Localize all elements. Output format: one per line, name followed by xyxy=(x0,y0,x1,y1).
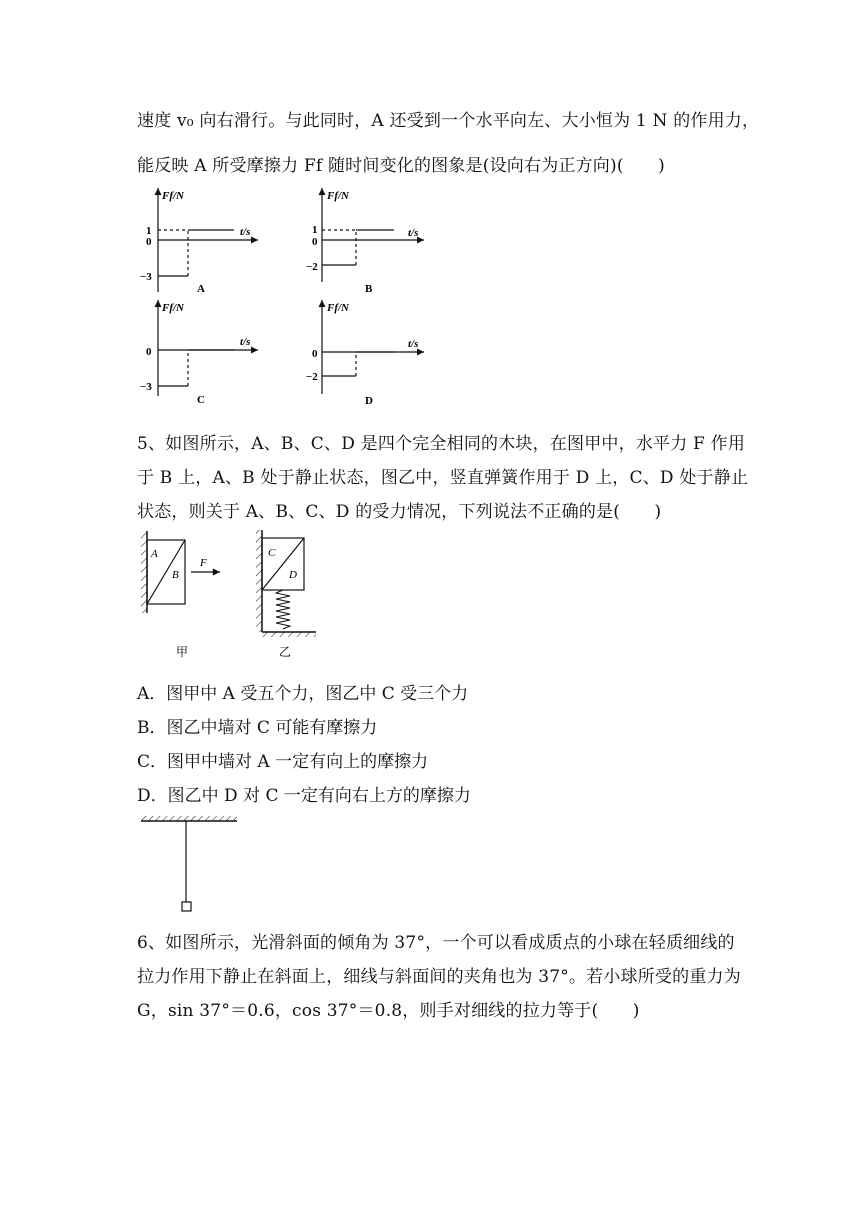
fig-yi-label-d: D xyxy=(289,569,297,581)
q6-text-line3: G，sin 37°＝0.6，cos 37°＝0.8，则手对细线的拉力等于( ) xyxy=(137,1001,640,1021)
graph-d-tick-0: 0 xyxy=(312,348,318,360)
q4-text-line2: 能反映 A 所受摩擦力 Ff 随时间变化的图象是(设向右为正方向)( ) xyxy=(137,156,665,176)
graph-d-xlabel: t/s xyxy=(408,338,419,350)
graph-a-letter: A xyxy=(197,283,205,295)
q5-option-b: B．图乙中墙对 C 可能有摩擦力 xyxy=(137,718,378,738)
graph-a xyxy=(158,188,258,292)
graph-d-ylabel: Ff/N xyxy=(327,302,349,314)
q5-text-line2: 于 B 上，A、B 处于静止状态，图乙中，竖直弹簧作用于 D 上，C、D 处于静止 xyxy=(137,468,749,488)
graph-b-tick-0: 0 xyxy=(312,236,318,248)
figure-yi xyxy=(256,530,316,637)
q4-text-line1: 速度 v₀ 向右滑行。与此同时，A 还受到一个水平向左、大小恒为 1 N 的作用力， xyxy=(137,111,760,131)
graph-a-tick-1: 1 xyxy=(146,225,152,237)
fig-yi-caption: 乙 xyxy=(279,645,292,659)
graph-c-ylabel: Ff/N xyxy=(162,302,184,314)
graph-c-tick-0: 0 xyxy=(146,346,152,358)
graph-c-tick-min: −3 xyxy=(140,381,152,393)
hanging-string-figure xyxy=(0,812,860,916)
fig-jia-label-a: A xyxy=(151,548,158,560)
fig-jia-caption: 甲 xyxy=(176,645,189,659)
q4-graphs xyxy=(0,0,860,420)
graph-b-letter: B xyxy=(365,283,373,295)
graph-a-tick-min: −3 xyxy=(140,271,152,283)
graph-c-letter: C xyxy=(197,394,205,406)
graph-b-tick-1: 1 xyxy=(312,224,318,236)
q5-text-line3: 状态，则关于 A、B、C、D 的受力情况，下列说法不正确的是( ) xyxy=(137,502,662,522)
q5-figures xyxy=(0,520,860,665)
q5-option-c: C．图甲中墙对 A 一定有向上的摩擦力 xyxy=(137,752,429,772)
fig-yi-label-c: C xyxy=(268,547,276,559)
fig-jia-label-f: F xyxy=(200,557,207,569)
figure-jia xyxy=(141,531,220,613)
fig-jia-label-b: B xyxy=(172,569,179,581)
graph-d-tick-min: −2 xyxy=(306,371,318,383)
graph-b-xlabel: t/s xyxy=(408,227,419,239)
q5-option-a: A．图甲中 A 受五个力，图乙中 C 受三个力 xyxy=(137,684,469,704)
graph-b-ylabel: Ff/N xyxy=(327,190,349,202)
graph-c xyxy=(158,300,258,396)
graph-d-letter: D xyxy=(365,395,373,407)
q5-option-d: D．图乙中 D 对 C 一定有向右上方的摩擦力 xyxy=(137,786,471,806)
graph-a-ylabel: Ff/N xyxy=(162,190,184,202)
graph-a-tick-0: 0 xyxy=(146,236,152,248)
q5-text-line1: 5、如图所示，A、B、C、D 是四个完全相同的木块，在图甲中，水平力 F 作用 xyxy=(137,434,746,454)
q6-text-line2: 拉力作用下静止在斜面上，细线与斜面间的夹角也为 37°。若小球所受的重力为 xyxy=(137,967,741,987)
q6-text-line1: 6、如图所示，光滑斜面的倾角为 37°，一个可以看成质点的小球在轻质细线的 xyxy=(137,933,735,953)
graph-c-xlabel: t/s xyxy=(240,336,251,348)
graph-b-tick-min: −2 xyxy=(306,261,318,273)
graph-a-xlabel: t/s xyxy=(240,226,251,238)
